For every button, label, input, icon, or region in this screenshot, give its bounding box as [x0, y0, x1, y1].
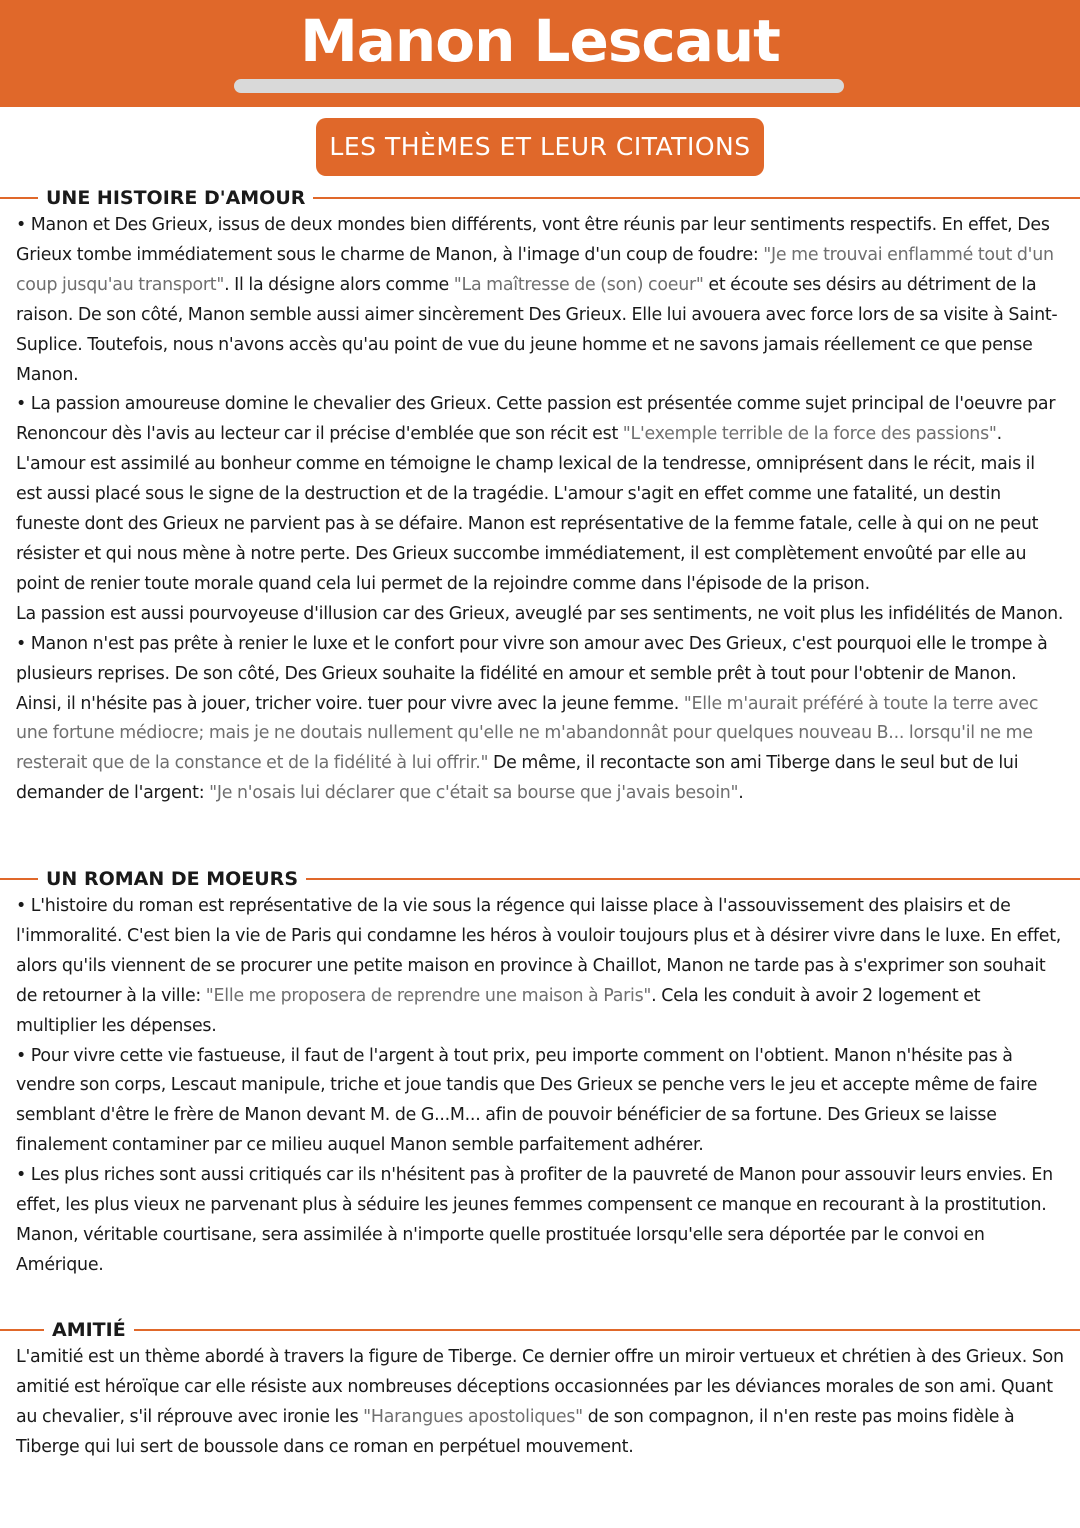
section-title: AMITIÉ — [44, 1317, 134, 1343]
text-run: de son compagnon, il n'en reste pas moins fidèle à Tiberge qui lui sert de boussole dans ce roman en perpétuel mouvement. — [16, 1406, 1015, 1457]
text-run: . — [738, 783, 744, 804]
text-run: • La passion amoureuse domine le chevalier des Grieux. Cette passion est présentée comme sujet principal de l'oeuvre par Renoncour dès l'avis au lecteur car il précise d'emblée que son récit est — [16, 394, 1056, 445]
text-run: . L'amour est assimilé au bonheur comme en témoigne le champ lexical de la tendresse, omniprésent dans le récit, mais il est aussi placé sous le signe de la destruction et de la tragédie. L'amour s'agit en effet comme une fatalité, un destin funeste dont des Grieux ne parvient pas à se défaire. Manon est représentative de la femme fatale, celle à qui on ne peut résister et qui nous mène à notre perte. Des Grieux succombe immédiatement, il est complètement envoûté par elle au point de renier toute morale quand cela lui permet de la rejoindre comme dans l'épisode de la prison. — [16, 424, 1039, 594]
section-histoire-amour — [0, 185, 1080, 809]
paragraph — [16, 1042, 1064, 1162]
title-underline — [234, 79, 844, 93]
paragraph — [16, 630, 1064, 809]
section-body — [0, 1343, 1080, 1463]
paragraph — [16, 600, 1064, 630]
text-run: • Manon n'est pas prête à renier le luxe et le confort pour vivre son amour avec Des Grieux, c'est pourquoi elle le trompe à plusieurs reprises. De son côté, Des Grieux souhaite la fidélité en amour et semble prêt à tout pour l'obtenir de Manon. Ainsi, il n'hésite pas à jouer, tricher voire. tuer pour vivre avec la jeune femme. — [16, 633, 1048, 714]
text-run: • Pour vivre cette vie fastueuse, il faut de l'argent à tout prix, peu importe comment on l'obtient. Manon n'hésite pas à vendre son corps, Lescaut manipule, triche et joue tandis que Des Grieux se penche vers le jeu et accepte même de faire semblant d'être le frère de Manon devant M. de G...M... afin de pouvoir bénéficier de sa fortune. Des Grieux se laisse finalement contaminer par ce milieu auquel Manon semble parfaitement adhérer. — [16, 1045, 1038, 1156]
text-run: • Les plus riches sont aussi critiqués car ils n'hésitent pas à profiter de la pauvreté de Manon pour assouvir leurs envies. En effet, les plus vieux ne parvenant plus à séduire les jeunes femmes compensent ce manque en recourant à la prostitution. Manon, véritable courtisane, sera assimilée à n'importe quelle prostituée lorsqu'elle sera déportée par le convoi en Amérique. — [16, 1165, 1053, 1275]
paragraph — [16, 211, 1064, 390]
section-title: UN ROMAN DE MOEURS — [38, 866, 306, 892]
section-roman-moeurs — [0, 866, 1080, 1281]
heading-rule — [0, 1329, 1080, 1331]
section-body — [0, 211, 1080, 809]
header-banner — [0, 0, 1080, 107]
section-title: UNE HISTOIRE D'AMOUR — [38, 185, 313, 211]
section-heading — [0, 866, 1080, 892]
subtitle-badge: LES THÈMES ET LEUR CITATIONS — [316, 118, 764, 176]
text-run: et écoute ses désirs au détriment de la raison. De son côté, Manon semble aussi aimer sincèrement Des Grieux. Elle lui avouera avec force lors de sa visite à Saint-Suplice. Toutefois, nous n'avons accès qu'au point de vue du jeune homme et ne savons jamais réellement ce que pense Manon. — [16, 274, 1058, 385]
section-heading — [0, 185, 1080, 211]
citation: "Elle m'aurait préféré à toute la terre avec une fortune médiocre; mais je ne doutais nullement qu'elle ne m'abandonnât pour quelques nouveau B... lorsqu'il ne me resterait que de la constance et de la fidélité à lui offrir." — [16, 693, 1039, 774]
page-title: Manon Lescaut — [300, 7, 780, 75]
paragraph — [16, 390, 1064, 599]
citation: "L'exemple terrible de la force des passions" — [622, 424, 997, 445]
text-run: De même, il recontacte son ami Tiberge dans le seul but de lui demander de l'argent: — [16, 753, 1019, 804]
text-run: . Il la désigne alors comme — [224, 274, 454, 295]
section-heading — [0, 1317, 1080, 1343]
citation: "Je n'osais lui déclarer que c'était sa bourse que j'avais besoin" — [209, 783, 739, 804]
text-run: L'amitié est un thème abordé à travers la figure de Tiberge. Ce dernier offre un miroir vertueux et chrétien à des Grieux. Son amitié est héroïque car elle résiste aux nombreuses déceptions occasionnées par les déviances morales de son ami. Quant au chevalier, s'il réprouve avec ironie les — [16, 1347, 1064, 1427]
paragraph — [16, 892, 1064, 1042]
citation: "Harangues apostoliques" — [363, 1406, 583, 1427]
text-run: • L'histoire du roman est représentative de la vie sous la régence qui laisse place à l'assouvissement des plaisirs et de l'immoralité. C'est bien la vie de Paris qui condamne les héros à vouloir toujours plus et à désirer vivre dans le luxe. En effet, alors qu'ils viennent de se procurer une petite maison en province à Chaillot, Manon ne tarde pas à s'exprimer son souhait de retourner à la ville: — [16, 896, 1062, 1006]
section-body — [0, 892, 1080, 1281]
citation: "La maîtresse de (son) coeur" — [453, 274, 704, 295]
citation: "Je me trouvai enflammé tout d'un coup jusqu'au transport" — [16, 244, 1054, 295]
text-run: La passion est aussi pourvoyeuse d'illusion car des Grieux, aveuglé par ses sentiments, ne voit plus les infidélités de Manon. — [16, 603, 1064, 624]
paragraph — [16, 1343, 1064, 1463]
text-run: • Manon et Des Grieux, issus de deux mondes bien différents, vont être réunis par leur sentiments respectifs. En effet, Des Grieux tombe immédiatement sous le charme de Manon, à l'image d'un coup de foudre: — [16, 215, 1050, 265]
section-amitie — [0, 1317, 1080, 1463]
citation: "Elle me proposera de reprendre une maison à Paris" — [205, 985, 652, 1006]
text-run: . Cela les conduit à avoir 2 logement et multiplier les dépenses. — [16, 985, 981, 1036]
paragraph — [16, 1161, 1064, 1281]
